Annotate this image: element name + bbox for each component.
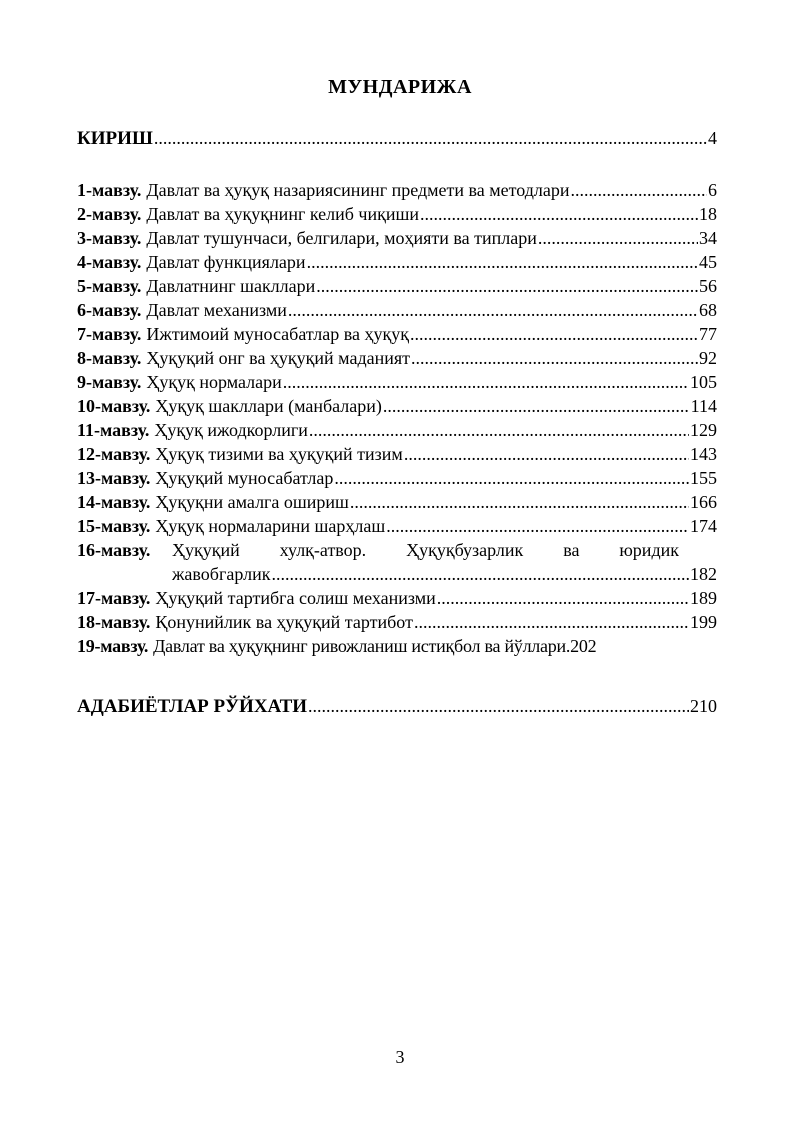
dot-leader <box>414 610 689 634</box>
toc-entry-text: Ҳуқуқий муносабатлар <box>155 468 334 488</box>
toc-entry-text: Давлат ва ҳуқуқнинг ривожланиш истиқбол ва йўллари. <box>153 636 571 656</box>
toc-entry-text: Ҳуқуқ нормалари <box>146 372 282 392</box>
dot-leader <box>404 442 689 466</box>
toc-page-number: 45 <box>699 252 717 272</box>
toc-entry-label: 9-мавзу. <box>77 372 142 392</box>
dot-leader <box>308 694 689 718</box>
toc-entry-label: 8-мавзу. <box>77 348 142 368</box>
toc-entry-topic-7 <box>77 322 717 346</box>
dot-leader <box>154 126 707 150</box>
toc-entry-topic-17 <box>77 586 717 610</box>
dot-leader <box>538 226 698 250</box>
toc-entry-topic-18 <box>77 610 717 634</box>
dot-leader <box>411 346 698 370</box>
toc-entry-bibliography <box>77 694 717 718</box>
dot-leader <box>316 274 698 298</box>
toc-entry-label: 18-мавзу. <box>77 612 151 632</box>
toc-page-number: 114 <box>690 396 717 416</box>
toc-page-number: 4 <box>708 128 717 148</box>
toc-entry-label: 1-мавзу. <box>77 180 142 200</box>
toc-entry-label: 13-мавзу. <box>77 468 151 488</box>
toc-entry-text: жавобгарлик <box>172 564 271 584</box>
toc-entry-text: Давлат механизми <box>146 300 287 320</box>
word: хулқ-атвор. <box>279 540 367 560</box>
toc-entry-topic-10 <box>77 394 717 418</box>
toc-entry-text: Давлат ва ҳуқуқнинг келиб чиқиши <box>146 204 419 224</box>
dot-leader <box>571 178 707 202</box>
toc-entry-label: 12-мавзу. <box>77 444 151 464</box>
toc-entry-topic-2 <box>77 202 717 226</box>
toc-entry-text: Қонунийлик ва ҳуқуқий тартибот <box>155 612 413 632</box>
toc-entry-topic-6 <box>77 298 717 322</box>
toc-entry-text: Ҳуқуқни амалга ошириш <box>155 492 349 512</box>
toc-page-number: 68 <box>699 300 717 320</box>
dot-leader <box>383 394 690 418</box>
toc-page-number: 202 <box>570 636 597 656</box>
toc-page-number: 56 <box>699 276 717 296</box>
dot-leader <box>410 322 698 346</box>
toc-entry-label: 15-мавзу. <box>77 516 151 536</box>
toc-entry-topic-1 <box>77 178 717 202</box>
toc-entry-topic-16-line-2 <box>172 562 717 586</box>
toc-page-number: 105 <box>690 372 717 392</box>
toc-entry-text: Давлатнинг шакллари <box>146 276 316 296</box>
toc-entry-label: АДАБИЁТЛАР РЎЙХАТИ <box>77 696 308 717</box>
toc-entry-text: Ҳуқуқий онг ва ҳуқуқий маданият <box>146 348 410 368</box>
toc-page-number: 174 <box>690 516 717 536</box>
toc-entry-topic-14 <box>77 490 717 514</box>
toc-entry-text: Ҳуқуқ тизими ва ҳуқуқий тизим <box>155 444 403 464</box>
toc-page-number: 92 <box>699 348 717 368</box>
toc-entry-label: 14-мавзу. <box>77 492 151 512</box>
toc-page-number: 77 <box>699 324 717 344</box>
page-title: МУНДАРИЖА <box>328 76 472 98</box>
toc-page-number: 129 <box>690 420 717 440</box>
toc-page-number: 18 <box>699 204 717 224</box>
page-number: 3 <box>395 1047 405 1067</box>
toc-entry-topic-11 <box>77 418 717 442</box>
toc-page-number: 199 <box>690 612 717 632</box>
toc-entry-topic-16-line-1 <box>77 538 717 562</box>
word: юридик <box>619 540 679 560</box>
toc-entry-label: 5-мавзу. <box>77 276 142 296</box>
toc-entry-text: Ҳуқуқ ижодкорлиги <box>154 420 308 440</box>
dot-leader <box>283 370 689 394</box>
toc-entry-label: 16-мавзу. <box>77 540 151 560</box>
toc-entry-label: 6-мавзу. <box>77 300 142 320</box>
toc-entry-topic-8 <box>77 346 717 370</box>
toc-entry-text: Давлат функциялари <box>146 252 306 272</box>
dot-leader <box>309 418 689 442</box>
toc-entry-label: 17-мавзу. <box>77 588 151 608</box>
toc-entry-topic-13 <box>77 466 717 490</box>
toc-entry-topic-19 <box>77 634 717 658</box>
word: ва <box>563 540 580 560</box>
toc-page-number: 166 <box>690 492 717 512</box>
toc-entry-topic-4 <box>77 250 717 274</box>
word: Ҳуқуқий <box>172 540 240 560</box>
toc-entry-label: КИРИШ <box>77 128 153 149</box>
dot-leader <box>288 298 698 322</box>
toc-page-number: 182 <box>690 564 717 584</box>
toc-entry-text: Ҳуқуқ шакллари (манбалари) <box>155 396 382 416</box>
toc-page-number: 143 <box>690 444 717 464</box>
toc-entry-label: 3-мавзу. <box>77 228 142 248</box>
toc-entry-text: Давлат тушунчаси, белгилари, моҳияти ва типлари <box>146 228 537 248</box>
toc-entry-text: Ҳуқуқ нормаларини шарҳлаш <box>155 516 386 536</box>
dot-leader <box>271 562 689 586</box>
toc-entry-text <box>172 538 717 562</box>
toc-entry-topic-9 <box>77 370 717 394</box>
toc-entry-label: 7-мавзу. <box>77 324 142 344</box>
toc-page-number: 210 <box>690 696 717 716</box>
toc-entry-text: Ижтимоий муносабатлар ва ҳуқуқ <box>146 324 409 344</box>
toc-page-number: 34 <box>699 228 717 248</box>
dot-leader <box>386 514 689 538</box>
dot-leader <box>437 586 689 610</box>
toc-entry-label: 4-мавзу. <box>77 252 142 272</box>
toc-entry-topic-12 <box>77 442 717 466</box>
toc-page-number: 155 <box>690 468 717 488</box>
dot-leader <box>334 466 689 490</box>
toc-entry-label: 11-мавзу. <box>77 420 150 440</box>
toc-entry-label: 2-мавзу. <box>77 204 142 224</box>
toc-entry-label: 10-мавзу. <box>77 396 151 416</box>
toc-entry-topic-5 <box>77 274 717 298</box>
toc-entry-text: Ҳуқуқий тартибга солиш механизми <box>155 588 436 608</box>
toc-entry-topic-3 <box>77 226 717 250</box>
toc-entry-intro <box>77 126 717 150</box>
toc-entry-label: 19-мавзу. <box>77 636 149 656</box>
word: Ҳуқуқбузарлик <box>406 540 524 560</box>
toc-page-number: 189 <box>690 588 717 608</box>
dot-leader <box>350 490 689 514</box>
toc-entry-topic-15 <box>77 514 717 538</box>
dot-leader <box>307 250 698 274</box>
toc-entry-text: Давлат ва ҳуқуқ назариясининг предмети ва методлари <box>146 180 570 200</box>
dot-leader <box>420 202 698 226</box>
toc-page-number: 6 <box>708 180 717 200</box>
